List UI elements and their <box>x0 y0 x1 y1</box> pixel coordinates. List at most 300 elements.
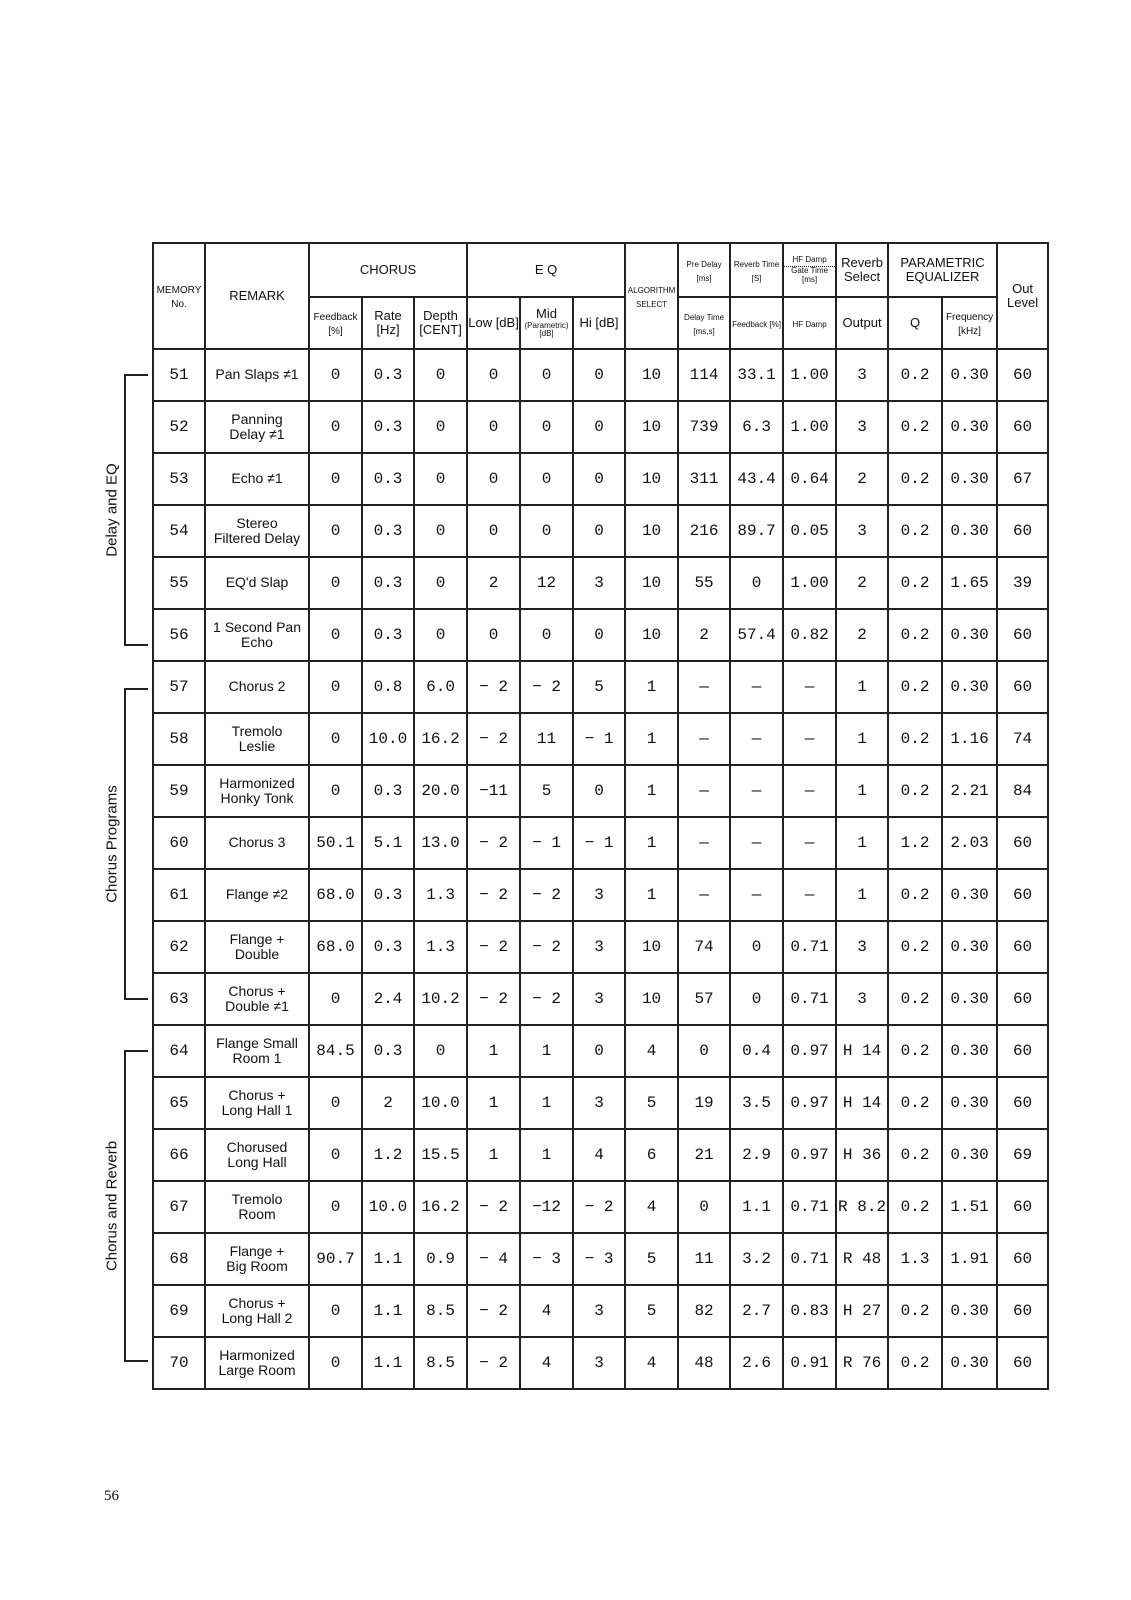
eq-mid-cell: 0 <box>520 609 573 661</box>
pre-delay-cell: 11 <box>678 1233 730 1285</box>
reverb-time-cell: 1.1 <box>730 1181 783 1233</box>
pre-delay-cell: 55 <box>678 557 730 609</box>
frequency-cell: 0.30 <box>942 453 997 505</box>
table-row <box>153 557 1048 609</box>
reverb-time-cell: 89.7 <box>730 505 783 557</box>
eq-mid-cell: − 3 <box>520 1233 573 1285</box>
header-hf-damp-2 <box>783 297 836 349</box>
hf-damp-cell: 0.97 <box>783 1129 836 1181</box>
header-eq-mid-label: Mid <box>536 306 557 322</box>
table-row <box>153 765 1048 817</box>
reverb-select-cell: 3 <box>836 505 888 557</box>
frequency-cell: 2.03 <box>942 817 997 869</box>
eq-hi-cell: 3 <box>573 557 625 609</box>
eq-mid-cell: − 1 <box>520 817 573 869</box>
out-level-cell: 69 <box>997 1129 1048 1181</box>
q-cell: 0.2 <box>888 1337 942 1389</box>
memory-no-cell: 70 <box>153 1337 205 1389</box>
chorus-feedback-cell: 0 <box>309 401 362 453</box>
out-level-cell: 74 <box>997 713 1048 765</box>
out-level-cell: 60 <box>997 973 1048 1025</box>
chorus-depth-cell: 0 <box>414 557 467 609</box>
reverb-select-cell: H 14 <box>836 1025 888 1077</box>
q-cell: 1.2 <box>888 817 942 869</box>
eq-mid-cell: 11 <box>520 713 573 765</box>
hf-damp-cell: 0.64 <box>783 453 836 505</box>
reverb-select-cell: 3 <box>836 921 888 973</box>
chorus-depth-cell: 10.2 <box>414 973 467 1025</box>
eq-low-cell: 0 <box>467 505 520 557</box>
eq-mid-cell: 12 <box>520 557 573 609</box>
q-cell: 0.2 <box>888 1129 942 1181</box>
header-eq-mid-sub-label: (Parametric) [dB] <box>524 320 569 339</box>
header-chorus <box>309 243 467 297</box>
header-reverb-select-label: Reverb Select <box>841 254 884 284</box>
chorus-rate-cell: 0.3 <box>362 1025 414 1077</box>
hf-damp-cell: 0.05 <box>783 505 836 557</box>
reverb-select-cell: 3 <box>836 401 888 453</box>
remark-cell: EQ'd Slap <box>205 557 309 609</box>
header-hf-damp-label: HF Damp <box>792 254 827 264</box>
header-eq-label: E Q <box>534 261 558 277</box>
chorus-rate-cell: 10.0 <box>362 713 414 765</box>
eq-mid-cell: 5 <box>520 765 573 817</box>
algorithm-cell: 10 <box>625 505 678 557</box>
eq-low-cell: − 2 <box>467 1181 520 1233</box>
out-level-cell: 60 <box>997 921 1048 973</box>
algorithm-cell: 1 <box>625 817 678 869</box>
eq-mid-cell: − 2 <box>520 973 573 1025</box>
memory-no-cell: 69 <box>153 1285 205 1337</box>
out-level-cell: 67 <box>997 453 1048 505</box>
header-chorus-depth <box>414 297 467 349</box>
chorus-rate-cell: 0.3 <box>362 869 414 921</box>
effects-table-container <box>152 242 1047 1390</box>
frequency-cell: 0.30 <box>942 349 997 401</box>
q-cell: 0.2 <box>888 1181 942 1233</box>
group-label-delay-eq: Delay and EQ <box>103 463 121 557</box>
header-reverb-select <box>836 243 888 297</box>
q-cell: 0.2 <box>888 661 942 713</box>
header-output <box>836 297 888 349</box>
memory-no-cell: 51 <box>153 349 205 401</box>
algorithm-cell: 4 <box>625 1181 678 1233</box>
chorus-feedback-cell: 0 <box>309 973 362 1025</box>
header-memory-no <box>153 243 205 349</box>
q-cell: 0.2 <box>888 973 942 1025</box>
out-level-cell: 60 <box>997 661 1048 713</box>
chorus-feedback-cell: 0 <box>309 713 362 765</box>
eq-low-cell: − 2 <box>467 713 520 765</box>
eq-mid-cell: − 2 <box>520 661 573 713</box>
eq-low-cell: 1 <box>467 1025 520 1077</box>
out-level-cell: 60 <box>997 609 1048 661</box>
pre-delay-cell: — <box>678 817 730 869</box>
out-level-cell: 60 <box>997 1285 1048 1337</box>
pre-delay-cell: 216 <box>678 505 730 557</box>
chorus-depth-cell: 1.3 <box>414 921 467 973</box>
q-cell: 0.2 <box>888 401 942 453</box>
header-chorus-feedback-label: Feedback [%] <box>313 311 358 337</box>
chorus-rate-cell: 10.0 <box>362 1181 414 1233</box>
hf-damp-cell: 0.83 <box>783 1285 836 1337</box>
frequency-cell: 0.30 <box>942 1025 997 1077</box>
reverb-select-cell: R 8.2 <box>836 1181 888 1233</box>
eq-mid-cell: 4 <box>520 1285 573 1337</box>
table-row <box>153 713 1048 765</box>
table-body <box>153 349 1048 1389</box>
memory-no-cell: 56 <box>153 609 205 661</box>
reverb-select-cell: 2 <box>836 609 888 661</box>
reverb-select-cell: 1 <box>836 869 888 921</box>
chorus-depth-cell: 20.0 <box>414 765 467 817</box>
eq-hi-cell: 5 <box>573 661 625 713</box>
frequency-cell: 0.30 <box>942 921 997 973</box>
reverb-time-cell: 43.4 <box>730 453 783 505</box>
eq-hi-cell: 3 <box>573 973 625 1025</box>
header-eq-low-label: Low [dB] <box>468 314 519 330</box>
memory-no-cell: 68 <box>153 1233 205 1285</box>
reverb-select-cell: 1 <box>836 661 888 713</box>
header-eq <box>467 243 625 297</box>
remark-cell: Chorus + Long Hall 1 <box>205 1077 309 1129</box>
eq-low-cell: 0 <box>467 453 520 505</box>
chorus-rate-cell: 0.3 <box>362 609 414 661</box>
eq-low-cell: − 2 <box>467 973 520 1025</box>
pre-delay-cell: 739 <box>678 401 730 453</box>
group-label-chorus-reverb: Chorus and Reverb <box>103 1140 121 1272</box>
chorus-feedback-cell: 90.7 <box>309 1233 362 1285</box>
header-q <box>888 297 942 349</box>
out-level-cell: 84 <box>997 765 1048 817</box>
reverb-time-cell: — <box>730 765 783 817</box>
out-level-cell: 60 <box>997 349 1048 401</box>
remark-cell: Stereo Filtered Delay <box>205 505 309 557</box>
chorus-depth-cell: 16.2 <box>414 713 467 765</box>
table-row <box>153 401 1048 453</box>
eq-mid-cell: 0 <box>520 349 573 401</box>
reverb-select-cell: 1 <box>836 817 888 869</box>
remark-cell: Tremolo Leslie <box>205 713 309 765</box>
out-level-cell: 39 <box>997 557 1048 609</box>
eq-hi-cell: − 3 <box>573 1233 625 1285</box>
eq-mid-cell: 0 <box>520 401 573 453</box>
remark-cell: Chorus + Long Hall 2 <box>205 1285 309 1337</box>
reverb-select-cell: H 27 <box>836 1285 888 1337</box>
header-reverb-time-label: Reverb Time [S] <box>733 259 780 283</box>
pre-delay-cell: 57 <box>678 973 730 1025</box>
pre-delay-cell: 19 <box>678 1077 730 1129</box>
eq-hi-cell: 3 <box>573 1337 625 1389</box>
reverb-select-cell: 1 <box>836 713 888 765</box>
out-level-cell: 60 <box>997 869 1048 921</box>
algorithm-cell: 1 <box>625 765 678 817</box>
chorus-depth-cell: 1.3 <box>414 869 467 921</box>
chorus-depth-cell: 0 <box>414 505 467 557</box>
algorithm-cell: 10 <box>625 921 678 973</box>
table-row <box>153 973 1048 1025</box>
algorithm-cell: 6 <box>625 1129 678 1181</box>
reverb-time-cell: 6.3 <box>730 401 783 453</box>
reverb-select-cell: R 48 <box>836 1233 888 1285</box>
reverb-time-cell: 0 <box>730 921 783 973</box>
hf-damp-cell: 1.00 <box>783 557 836 609</box>
table-row <box>153 1129 1048 1181</box>
reverb-time-cell: 0 <box>730 557 783 609</box>
memory-no-cell: 52 <box>153 401 205 453</box>
q-cell: 0.2 <box>888 1285 942 1337</box>
header-chorus-feedback <box>309 297 362 349</box>
eq-hi-cell: 3 <box>573 869 625 921</box>
pre-delay-cell: 0 <box>678 1025 730 1077</box>
eq-low-cell: 1 <box>467 1077 520 1129</box>
header-pre-delay-label: Pre Delay [ms] <box>686 259 722 283</box>
eq-mid-cell: 1 <box>520 1129 573 1181</box>
remark-cell: Panning Delay ≠1 <box>205 401 309 453</box>
page-number: 56 <box>104 1488 119 1504</box>
eq-hi-cell: 0 <box>573 453 625 505</box>
out-level-cell: 60 <box>997 401 1048 453</box>
reverb-select-cell: 3 <box>836 349 888 401</box>
remark-cell: Flange Small Room 1 <box>205 1025 309 1077</box>
header-hf-damp-2-label: HF Damp <box>792 319 827 329</box>
table-row <box>153 1077 1048 1129</box>
chorus-feedback-cell: 0 <box>309 1181 362 1233</box>
chorus-feedback-cell: 0 <box>309 557 362 609</box>
algorithm-cell: 4 <box>625 1025 678 1077</box>
hf-damp-cell: — <box>783 661 836 713</box>
memory-no-cell: 61 <box>153 869 205 921</box>
header-chorus-label: CHORUS <box>359 261 417 277</box>
table-row <box>153 609 1048 661</box>
hf-damp-cell: — <box>783 765 836 817</box>
hf-damp-cell: 0.71 <box>783 1181 836 1233</box>
eq-mid-cell: − 2 <box>520 921 573 973</box>
memory-no-cell: 66 <box>153 1129 205 1181</box>
reverb-time-cell: — <box>730 869 783 921</box>
remark-cell: Flange + Double <box>205 921 309 973</box>
memory-no-cell: 59 <box>153 765 205 817</box>
memory-no-cell: 55 <box>153 557 205 609</box>
pre-delay-cell: 74 <box>678 921 730 973</box>
remark-cell: Chorus 3 <box>205 817 309 869</box>
algorithm-cell: 1 <box>625 661 678 713</box>
table-row <box>153 1233 1048 1285</box>
eq-mid-cell: 4 <box>520 1337 573 1389</box>
chorus-feedback-cell: 84.5 <box>309 1025 362 1077</box>
algorithm-cell: 4 <box>625 1337 678 1389</box>
eq-hi-cell: 0 <box>573 1025 625 1077</box>
eq-mid-cell: − 2 <box>520 869 573 921</box>
eq-hi-cell: − 1 <box>573 817 625 869</box>
header-remark-label: REMARK <box>229 287 285 303</box>
frequency-cell: 0.30 <box>942 609 997 661</box>
remark-cell: Chorused Long Hall <box>205 1129 309 1181</box>
memory-no-cell: 62 <box>153 921 205 973</box>
memory-no-cell: 64 <box>153 1025 205 1077</box>
frequency-cell: 1.16 <box>942 713 997 765</box>
algorithm-cell: 5 <box>625 1233 678 1285</box>
remark-cell: Flange ≠2 <box>205 869 309 921</box>
remark-cell: Echo ≠1 <box>205 453 309 505</box>
eq-mid-cell: 0 <box>520 505 573 557</box>
chorus-depth-cell: 10.0 <box>414 1077 467 1129</box>
q-cell: 0.2 <box>888 453 942 505</box>
hf-damp-cell: 1.00 <box>783 349 836 401</box>
header-delay-time-label: Delay Time [ms,s] <box>684 312 725 336</box>
pre-delay-cell: 48 <box>678 1337 730 1389</box>
remark-cell: Chorus 2 <box>205 661 309 713</box>
q-cell: 0.2 <box>888 921 942 973</box>
out-level-cell: 60 <box>997 817 1048 869</box>
hf-damp-cell: 0.82 <box>783 609 836 661</box>
header-eq-low <box>467 297 520 349</box>
memory-no-cell: 67 <box>153 1181 205 1233</box>
chorus-rate-cell: 2.4 <box>362 973 414 1025</box>
reverb-time-cell: 57.4 <box>730 609 783 661</box>
reverb-select-cell: 2 <box>836 453 888 505</box>
reverb-time-cell: 33.1 <box>730 349 783 401</box>
header-frequency <box>942 297 997 349</box>
eq-mid-cell: 0 <box>520 453 573 505</box>
remark-cell: Chorus + Double ≠1 <box>205 973 309 1025</box>
chorus-rate-cell: 1.1 <box>362 1233 414 1285</box>
frequency-cell: 0.30 <box>942 1337 997 1389</box>
chorus-feedback-cell: 50.1 <box>309 817 362 869</box>
chorus-rate-cell: 1.1 <box>362 1285 414 1337</box>
table-row <box>153 1337 1048 1389</box>
table-row <box>153 505 1048 557</box>
chorus-rate-cell: 2 <box>362 1077 414 1129</box>
chorus-rate-cell: 0.3 <box>362 765 414 817</box>
table-row <box>153 661 1048 713</box>
frequency-cell: 1.51 <box>942 1181 997 1233</box>
chorus-feedback-cell: 68.0 <box>309 921 362 973</box>
header-feedback-pct <box>730 297 783 349</box>
eq-hi-cell: 3 <box>573 1285 625 1337</box>
algorithm-cell: 5 <box>625 1077 678 1129</box>
algorithm-cell: 10 <box>625 973 678 1025</box>
q-cell: 0.2 <box>888 869 942 921</box>
chorus-rate-cell: 1.2 <box>362 1129 414 1181</box>
chorus-rate-cell: 0.3 <box>362 401 414 453</box>
memory-program-table <box>152 242 1049 1390</box>
header-frequency-label: Frequency [kHz] <box>945 311 994 337</box>
reverb-time-cell: 3.5 <box>730 1077 783 1129</box>
chorus-depth-cell: 0 <box>414 401 467 453</box>
chorus-depth-cell: 0 <box>414 453 467 505</box>
reverb-time-cell: 0.4 <box>730 1025 783 1077</box>
memory-no-cell: 54 <box>153 505 205 557</box>
frequency-cell: 0.30 <box>942 869 997 921</box>
out-level-cell: 60 <box>997 1025 1048 1077</box>
pre-delay-cell: 114 <box>678 349 730 401</box>
pre-delay-cell: 21 <box>678 1129 730 1181</box>
eq-hi-cell: − 2 <box>573 1181 625 1233</box>
frequency-cell: 0.30 <box>942 505 997 557</box>
hf-damp-cell: 0.97 <box>783 1077 836 1129</box>
eq-low-cell: 0 <box>467 609 520 661</box>
out-level-cell: 60 <box>997 1337 1048 1389</box>
chorus-depth-cell: 0 <box>414 609 467 661</box>
chorus-depth-cell: 8.5 <box>414 1337 467 1389</box>
chorus-feedback-cell: 0 <box>309 1285 362 1337</box>
q-cell: 1.3 <box>888 1233 942 1285</box>
bracket-line <box>124 374 148 646</box>
hf-damp-cell: 0.91 <box>783 1337 836 1389</box>
algorithm-cell: 1 <box>625 713 678 765</box>
chorus-feedback-cell: 0 <box>309 453 362 505</box>
remark-cell: Pan Slaps ≠1 <box>205 349 309 401</box>
eq-hi-cell: 0 <box>573 609 625 661</box>
chorus-depth-cell: 0 <box>414 1025 467 1077</box>
remark-cell: 1 Second Pan Echo <box>205 609 309 661</box>
pre-delay-cell: 0 <box>678 1181 730 1233</box>
q-cell: 0.2 <box>888 713 942 765</box>
eq-hi-cell: − 1 <box>573 713 625 765</box>
chorus-feedback-cell: 0 <box>309 765 362 817</box>
chorus-rate-cell: 0.8 <box>362 661 414 713</box>
eq-low-cell: 1 <box>467 1129 520 1181</box>
chorus-rate-cell: 0.3 <box>362 505 414 557</box>
algorithm-cell: 1 <box>625 869 678 921</box>
out-level-cell: 60 <box>997 1233 1048 1285</box>
header-chorus-depth-label: Depth [CENT] <box>419 307 462 337</box>
eq-hi-cell: 0 <box>573 765 625 817</box>
reverb-select-cell: 1 <box>836 765 888 817</box>
q-cell: 0.2 <box>888 765 942 817</box>
header-output-label: Output <box>842 314 882 330</box>
header-pre-delay <box>678 243 730 297</box>
algorithm-cell: 10 <box>625 349 678 401</box>
header-gate-time-label: Gate Time [ms] <box>791 266 829 284</box>
header-chorus-rate <box>362 297 414 349</box>
chorus-rate-cell: 1.1 <box>362 1337 414 1389</box>
eq-low-cell: − 2 <box>467 869 520 921</box>
reverb-time-cell: 3.2 <box>730 1233 783 1285</box>
table-row <box>153 349 1048 401</box>
hf-damp-cell: 1.00 <box>783 401 836 453</box>
reverb-time-cell: — <box>730 713 783 765</box>
chorus-depth-cell: 0.9 <box>414 1233 467 1285</box>
chorus-depth-cell: 16.2 <box>414 1181 467 1233</box>
chorus-feedback-cell: 0 <box>309 1077 362 1129</box>
eq-mid-cell: −12 <box>520 1181 573 1233</box>
memory-no-cell: 60 <box>153 817 205 869</box>
chorus-rate-cell: 0.3 <box>362 557 414 609</box>
pre-delay-cell: — <box>678 765 730 817</box>
table-row <box>153 1025 1048 1077</box>
chorus-depth-cell: 13.0 <box>414 817 467 869</box>
bracket-line <box>124 1050 148 1362</box>
chorus-rate-cell: 5.1 <box>362 817 414 869</box>
hf-damp-cell: 0.71 <box>783 1233 836 1285</box>
reverb-select-cell: R 76 <box>836 1337 888 1389</box>
table-row <box>153 921 1048 973</box>
chorus-feedback-cell: 68.0 <box>309 869 362 921</box>
eq-hi-cell: 3 <box>573 1077 625 1129</box>
remark-cell: Harmonized Large Room <box>205 1337 309 1389</box>
algorithm-cell: 10 <box>625 557 678 609</box>
eq-hi-cell: 4 <box>573 1129 625 1181</box>
eq-low-cell: − 2 <box>467 661 520 713</box>
header-hf-damp-gate <box>783 243 836 297</box>
memory-no-cell: 58 <box>153 713 205 765</box>
eq-hi-cell: 0 <box>573 349 625 401</box>
q-cell: 0.2 <box>888 557 942 609</box>
chorus-feedback-cell: 0 <box>309 1337 362 1389</box>
header-delay-time <box>678 297 730 349</box>
